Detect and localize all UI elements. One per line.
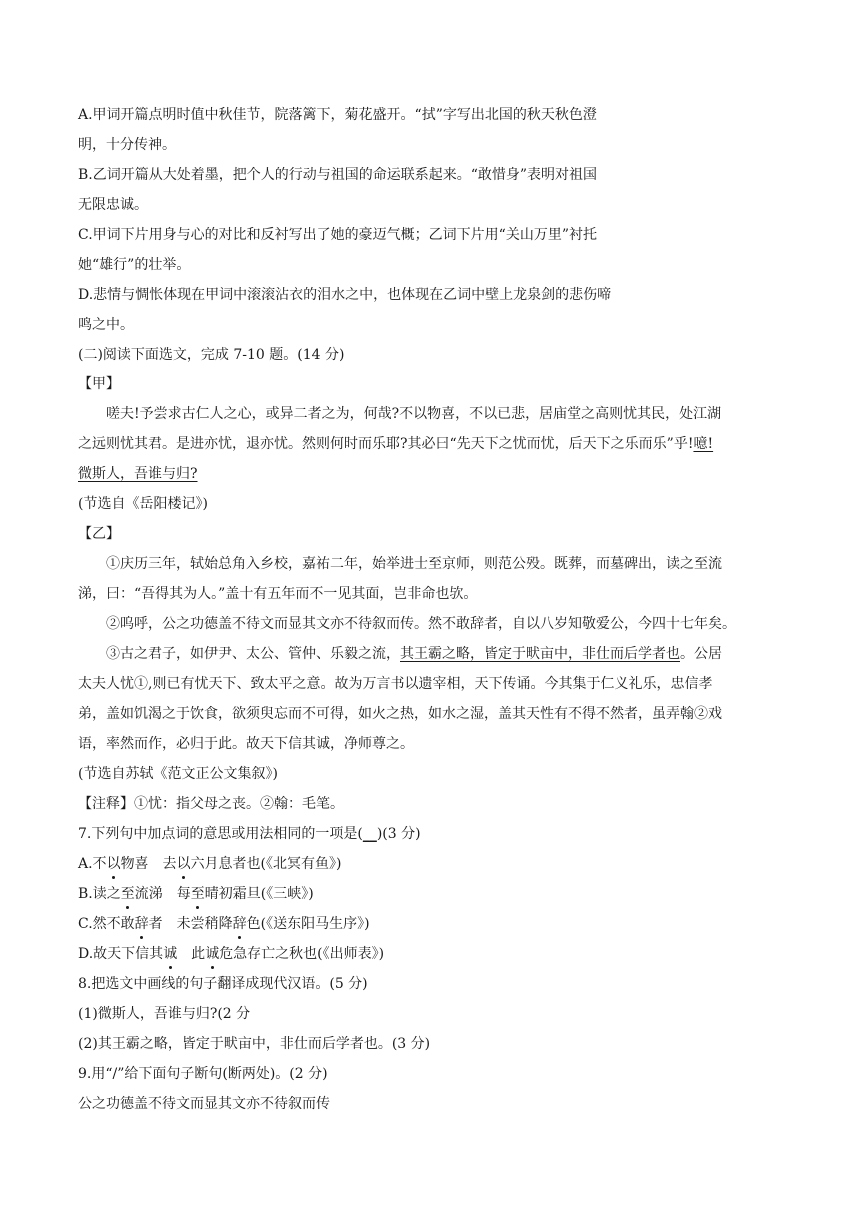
q8-sub1: (1)微斯人，吾谁与归?(2 分 xyxy=(78,1006,251,1022)
q7-option-c xyxy=(78,914,778,934)
q9-stem: 9.用“/”给下面句子断句(断两处)。(2 分) xyxy=(78,1066,328,1082)
q7-option-c-text1: C.然不敢 xyxy=(78,916,135,932)
passage-jia-line1: 嗟夫!予尝求古仁人之心，或异二者之为，何哉?不以物喜，不以已悲，居庙堂之高则忧其民，处江湖 xyxy=(106,406,722,422)
passage-yi-p3-line4: 语，率然而作，必归于此。故天下信其诚，净师尊之。 xyxy=(78,736,414,752)
q8-stem: 8.把选文中画线的句子翻译成现代汉语。(5 分) xyxy=(78,976,368,992)
q7-option-c-text3: 色(《送东阳马生序》) xyxy=(246,916,370,932)
emphasis-dot-char: 诚 xyxy=(163,946,178,962)
q7-stem-start: 7.下列句中加点词的意思或用法相同的一项是( xyxy=(78,826,363,842)
passage-yi-p3-line1-end: 。公居 xyxy=(680,646,722,662)
section-heading: (二)阅读下面选文，完成 7-10 题。(14 分) xyxy=(78,347,345,363)
q7-option-b-text1: B.读之 xyxy=(78,886,121,902)
q7-option-d xyxy=(78,944,778,964)
q7-stem-end: )(3 分) xyxy=(376,826,421,842)
passage-jia-source: (节选自《岳阳楼记》) xyxy=(78,496,208,512)
passage-jia-label: 【甲】 xyxy=(78,376,120,392)
passage-yi-p2: ②呜呼，公之功德盖不待文而显其文亦不待叙而传。然不敢辞者，自以八岁知敬爱公，今四十七年矣。 xyxy=(106,616,736,632)
emphasis-dot-char: 诚 xyxy=(205,946,220,962)
emphasis-dot-char: 以 xyxy=(106,856,121,872)
emphasis-dot-char: 至 xyxy=(190,886,205,902)
passage-yi-p3-line1 xyxy=(106,644,806,664)
passage-yi-label: 【乙】 xyxy=(78,526,120,542)
q6-option-d-line1: D.悲情与惆怅体现在甲词中滚滚沾衣的泪水之中，也体现在乙词中壁上龙泉剑的悲伤啼 xyxy=(78,287,612,303)
q6-option-c-line2: 她“雄行”的壮举。 xyxy=(78,257,191,273)
emphasis-dot-char: 至 xyxy=(120,886,135,902)
q7-option-d-text1: D.故天下信其 xyxy=(78,946,164,962)
q7-option-b-text2: 流涕 每 xyxy=(134,886,191,902)
passage-jia-line3 xyxy=(78,464,778,484)
passage-jia-line2 xyxy=(78,434,778,454)
q7-option-d-text2: 此 xyxy=(177,946,206,962)
q6-option-b-line2: 无限忠诚。 xyxy=(78,197,148,213)
q7-option-b-text3: 晴初霜旦(《三峡》) xyxy=(204,886,314,902)
q7-option-a-text3: 六月息者也(《北冥有鱼》) xyxy=(190,856,342,872)
q6-option-b-line1: B.乙词开篇从大处着墨，把个人的行动与祖国的命运联系起来。“敢惜身”表明对祖国 xyxy=(78,167,598,183)
q7-option-c-text2: 者 未尝稍降 xyxy=(148,916,233,932)
passage-yi-p1-line2: 涕，曰：“吾得其为人。”盖十有五年而不一见其面，岂非命也欤。 xyxy=(78,586,478,602)
emphasis-dot-char: 辞 xyxy=(134,916,149,932)
q6-option-a-line2: 明，十分传神。 xyxy=(78,137,176,153)
q7-option-a-text2: 物喜 去 xyxy=(120,856,177,872)
q7-stem xyxy=(78,824,778,844)
annotation-notes: 【注释】①忧：指父母之丧。②翰：毛笔。 xyxy=(78,796,344,812)
q7-option-b xyxy=(78,884,778,904)
answer-blank: __ xyxy=(362,826,377,842)
q9-sentence: 公之功德盖不待文而显其文亦不待叙而传 xyxy=(78,1096,330,1112)
underlined-sentence: 其王霸之略，皆定于畎亩中，非仕而后学者也 xyxy=(400,646,680,662)
q7-option-a-text1: A.不 xyxy=(78,856,107,872)
passage-yi-p1-line1: ①庆历三年，轼始总角入乡校，嘉祐二年，始举进士至京师，则范公殁。既葬，而墓碑出，读之至流 xyxy=(106,556,722,572)
emphasis-dot-char: 辞 xyxy=(232,916,247,932)
q7-option-a xyxy=(78,854,778,874)
passage-jia-line2-text: 之远则忧其君。是进亦忧，退亦忧。然则何时而乐耶?其必曰“先天下之忧而忧，后天下之乐而乐”乎! xyxy=(78,436,694,452)
passage-yi-source: (节选自苏轼《范文正公文集叙》) xyxy=(78,766,278,782)
underlined-sentence: 微斯人，吾谁与归? xyxy=(78,466,198,482)
q6-option-a-line1: A.甲词开篇点明时值中秋佳节，院落篱下，菊花盛开。“拭”字写出北国的秋天秋色澄 xyxy=(78,107,597,123)
q6-option-c-line1: C.甲词下片用身与心的对比和反衬写出了她的豪迈气概；乙词下片用“关山万里”衬托 xyxy=(78,227,597,243)
underlined-sentence-start: 噫! xyxy=(693,436,714,452)
q7-option-d-text3: 危急存亡之秋也(《出师表》) xyxy=(219,946,385,962)
passage-yi-p3-line2: 太夫人忧①,则已有忧天下、致太平之意。故为万言书以遗宰相，天下传诵。今其集于仁义礼乐，忠信孝 xyxy=(78,676,713,692)
passage-yi-p3-line1-start: ③古之君子，如伊尹、太公、管仲、乐毅之流， xyxy=(106,646,400,662)
q6-option-d-line2: 鸣之中。 xyxy=(78,317,134,333)
q8-sub2: (2)其王霸之略，皆定于畎亩中，非仕而后学者也。(3 分) xyxy=(78,1036,431,1052)
passage-yi-p3-line3: 弟，盖如饥渴之于饮食，欲须臾忘而不可得，如火之热，如水之湿，盖其天性有不得不然者，虽弄翰②戏 xyxy=(78,706,722,722)
emphasis-dot-char: 以 xyxy=(176,856,191,872)
